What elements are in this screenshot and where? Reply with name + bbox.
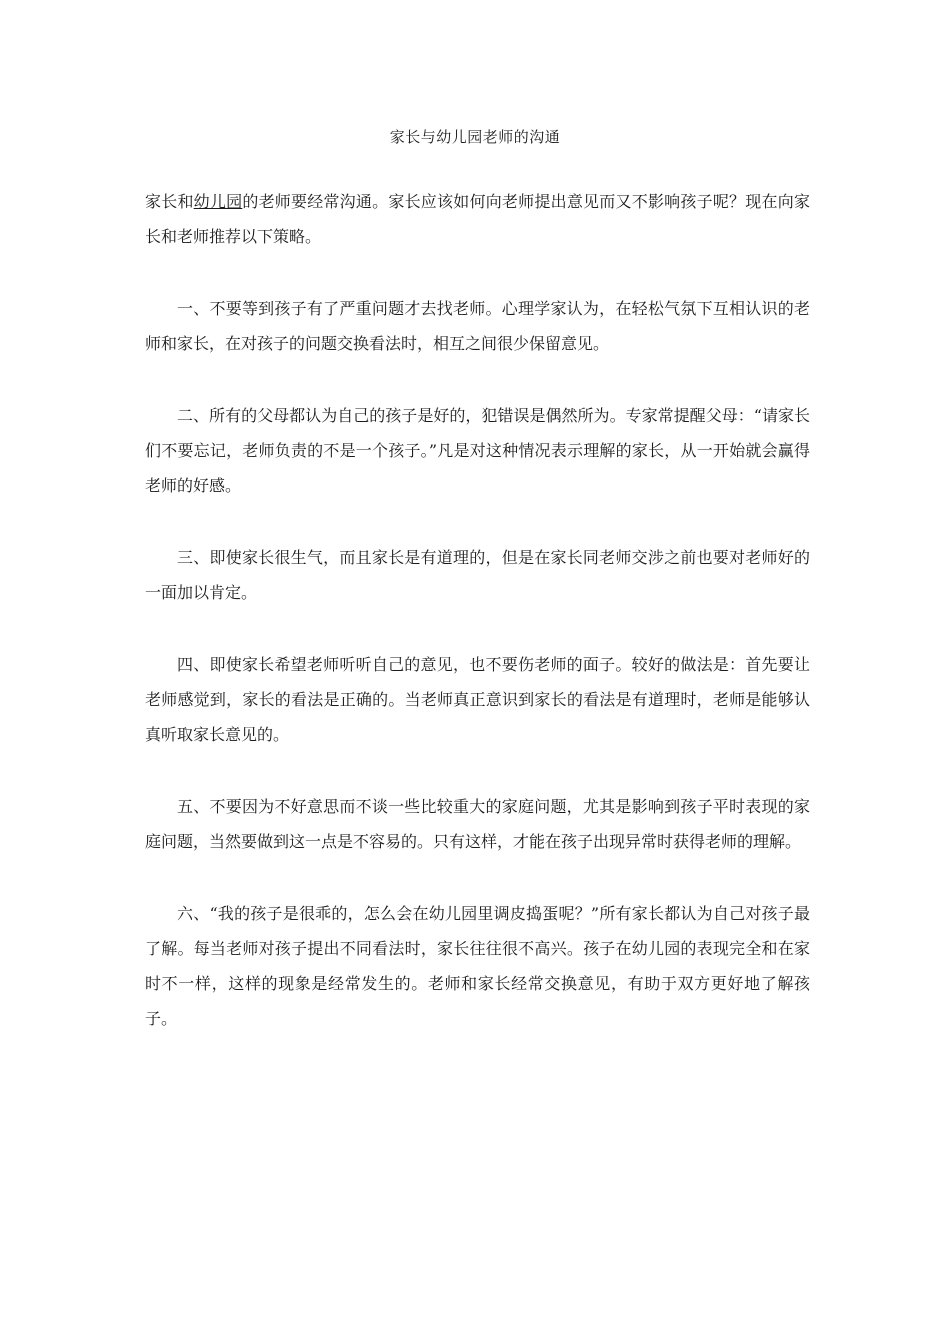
strategy-paragraph-2: 二、所有的父母都认为自己的孩子是好的，犯错误是偶然所为。专家常提醒父母：“请家长们不要忘记，老师负责的不是一个孩子。”凡是对这种情况表示理解的家长，从一开始就会赢得老师的好感。 <box>145 406 810 495</box>
intro-text-after-link: 的老师要经常沟通。家长应该如何向老师提出意见而又不影响孩子呢？现在向家长和老师推荐以下策略。 <box>145 192 810 246</box>
strategy-paragraph-1: 一、不要等到孩子有了严重问题才去找老师。心理学家认为，在轻松气氛下互相认识的老师和家长，在对孩子的问题交换看法时，相互之间很少保留意见。 <box>145 299 810 353</box>
strategy-paragraph-3: 三、即使家长很生气，而且家长是有道理的，但是在家长同老师交涉之前也要对老师好的一面加以肯定。 <box>145 548 810 602</box>
strategy-paragraph-4: 四、即使家长希望老师听听自己的意见，也不要伤老师的面子。较好的做法是：首先要让老师感觉到，家长的看法是正确的。当老师真正意识到家长的看法是有道理时，老师是能够认真听取家长意见的。 <box>145 655 810 744</box>
intro-paragraph <box>145 184 810 254</box>
kindergarten-link[interactable]: 幼儿园 <box>193 192 243 211</box>
strategy-paragraph-6: 六、“我的孩子是很乖的，怎么会在幼儿园里调皮捣蛋呢？”所有家长都认为自己对孩子最了解。每当老师对孩子提出不同看法时，家长往往很不高兴。孩子在幼儿园的表现完全和在家时不一样，这样的现象是经常发生的。老师和家长经常交换意见，有助于双方更好地了解孩子。 <box>145 904 810 1028</box>
strategy-paragraph-5: 五、不要因为不好意思而不谈一些比较重大的家庭问题，尤其是影响到孩子平时表现的家庭问题，当然要做到这一点是不容易的。只有这样，才能在孩子出现异常时获得老师的理解。 <box>145 797 810 851</box>
document-body <box>145 184 810 1073</box>
intro-text-before-link: 家长和 <box>145 192 194 211</box>
document-title: 家长与幼儿园老师的沟通 <box>389 128 561 146</box>
